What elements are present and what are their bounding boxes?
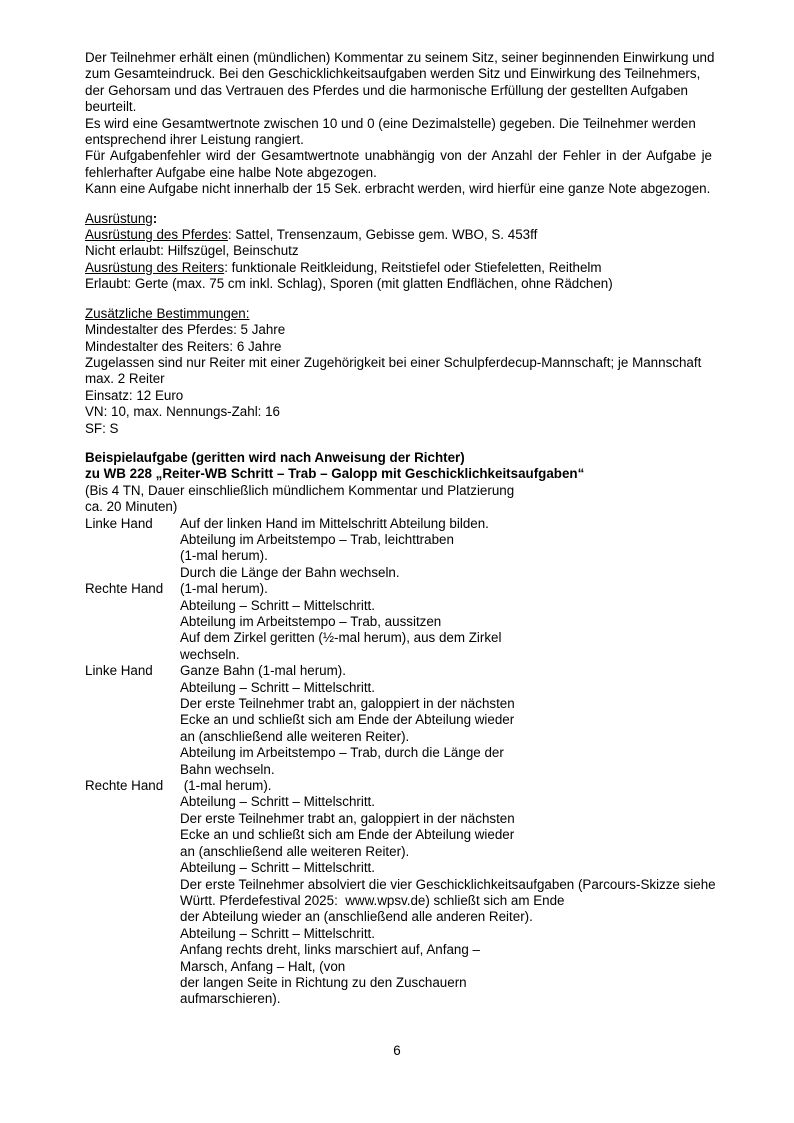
- task-line: Abteilung im Arbeitstempo – Trab, leichttraben: [180, 531, 454, 547]
- task-line: Ganze Bahn (1-mal herum).: [180, 663, 346, 679]
- task-line: Abteilung – Schritt – Mittelschritt.: [180, 679, 375, 695]
- task-line: (1-mal herum).: [180, 778, 272, 794]
- text-line: Erlaubt: Gerte (max. 75 cm inkl. Schlag), Sporen (mit glatten Endflächen, ohne Rädchen): [85, 276, 613, 292]
- additional-rules-heading: Zusätzliche Bestimmungen:: [85, 305, 250, 321]
- task-line: Abteilung – Schritt – Mittelschritt.: [180, 794, 375, 810]
- task-line: (1-mal herum).: [180, 548, 268, 564]
- task-line: aufmarschieren).: [180, 991, 281, 1007]
- equipment-heading: [85, 211, 712, 227]
- task-line: an (anschließend alle weiteren Reiter).: [180, 728, 410, 744]
- text-line: Es wird eine Gesamtwertnote zwischen 10 und 0 (eine Dezimalstelle) gegeben. Die Teilnehmer werden: [85, 115, 696, 131]
- task-line: Marsch, Anfang – Halt, (von: [180, 958, 346, 974]
- task-line: Abteilung – Schritt – Mittelschritt.: [180, 860, 375, 876]
- task-instructions: [180, 581, 780, 663]
- task-line: an (anschließend alle weiteren Reiter).: [180, 843, 410, 859]
- example-task-title: Beispielaufgabe (geritten wird nach Anweisung der Richter): [85, 449, 465, 465]
- task-instructions: [180, 663, 780, 778]
- task-line: Anfang rechts dreht, links marschiert auf, Anfang –: [180, 942, 480, 958]
- task-instructions: [180, 516, 780, 582]
- equipment-heading-text: Ausrüstung: [85, 210, 153, 226]
- equipment-section: [85, 211, 712, 293]
- task-row: [85, 516, 780, 582]
- task-line: Auf der linken Hand im Mittelschritt Abteilung bilden.: [180, 515, 489, 531]
- task-line: Der erste Teilnehmer trabt an, galoppiert in der nächsten: [180, 696, 515, 712]
- hand-label: Rechte Hand: [85, 778, 164, 794]
- text-line: VN: 10, max. Nennungs-Zahl: 16: [85, 404, 281, 420]
- hand-label: Linke Hand: [85, 515, 153, 531]
- task-line: Bahn wechseln.: [180, 761, 275, 777]
- task-line: der Abteilung wieder an (anschließend alle anderen Reiter).: [180, 909, 533, 925]
- example-task-note-line: (Bis 4 TN, Dauer einschließlich mündlichem Kommentar und Platzierung: [85, 482, 515, 498]
- equipment-heading-colon: :: [152, 210, 158, 226]
- text-line: Ausrüstung des Pferdes: Sattel, Trensenzaum, Gebisse gem. WBO, S. 453ff: [85, 227, 538, 243]
- task-line: wechseln.: [180, 646, 240, 662]
- example-task-note-line: ca. 20 Minuten): [85, 499, 178, 515]
- task-row: [85, 581, 780, 663]
- task-line: Der erste Teilnehmer absolviert die vier Geschicklichkeitsaufgaben (Parcours-Skizze siehe: [180, 876, 716, 892]
- task-line: Abteilung im Arbeitstempo – Trab, durch die Länge der: [180, 745, 504, 761]
- hand-label: Linke Hand: [85, 663, 153, 679]
- task-line: Abteilung – Schritt – Mittelschritt.: [180, 925, 375, 941]
- text-line: entsprechend ihrer Leistung rangiert.: [85, 132, 304, 148]
- hand-label: Rechte Hand: [85, 581, 164, 597]
- example-task-subtitle-bold: zu WB 228 „Reiter-WB Schritt – Trab – Galopp mit Geschicklichkeitsaufgaben“: [85, 466, 585, 482]
- text-line: Zugelassen sind nur Reiter mit einer Zugehörigkeit bei einer Schulpferdecup-Mannschaft; je Mannschaft: [85, 354, 702, 370]
- text-line: fehlerhafter Aufgabe eine halbe Note abgezogen.: [85, 164, 377, 180]
- text-line: Für Aufgabenfehler wird der Gesamtwertnote unabhängig von der Anzahl der Fehler in der Aufgabe je: [85, 148, 712, 164]
- text-line: Einsatz: 12 Euro: [85, 387, 184, 403]
- text-line: Nicht erlaubt: Hilfszügel, Beinschutz: [85, 243, 299, 259]
- task-row: [85, 663, 780, 778]
- text-line: Ausrüstung des Reiters: funktionale Reitkleidung, Reitstiefel oder Stiefeletten, Reithelm: [85, 259, 602, 275]
- task-line: Durch die Länge der Bahn wechseln.: [180, 564, 400, 580]
- intro-paragraph: [85, 50, 715, 198]
- example-task-section: [85, 450, 780, 1008]
- text-line: Mindestalter des Pferdes: 5 Jahre: [85, 322, 286, 338]
- text-line: beurteilt.: [85, 99, 137, 115]
- task-line: Abteilung – Schritt – Mittelschritt.: [180, 597, 375, 613]
- task-line: Auf dem Zirkel geritten (½-mal herum), aus dem Zirkel: [180, 630, 502, 646]
- task-line: Ecke an und schließt sich am Ende der Abteilung wieder: [180, 712, 515, 728]
- task-line: Der erste Teilnehmer trabt an, galoppiert in der nächsten: [180, 810, 515, 826]
- text-line: der Gehorsam und das Vertrauen des Pferdes und die harmonische Erfüllung der gestellten Aufgaben: [85, 82, 688, 98]
- text-line: max. 2 Reiter: [85, 371, 165, 387]
- page-footer: [0, 1043, 794, 1059]
- task-line: (1-mal herum).: [180, 581, 268, 597]
- task-row: [85, 778, 780, 1008]
- additional-rules-section: [85, 306, 712, 437]
- page-number: 6: [393, 1043, 401, 1058]
- task-instructions: [180, 778, 780, 1008]
- text-line: zum Gesamteindruck. Bei den Geschicklichkeitsaufgaben werden Sitz und Einwirkung des Teilnehmers,: [85, 66, 701, 82]
- text-line: Mindestalter des Reiters: 6 Jahre: [85, 338, 282, 354]
- task-line: Abteilung im Arbeitstempo – Trab, aussitzen: [180, 614, 442, 629]
- text-line: Kann eine Aufgabe nicht innerhalb der 15 Sek. erbracht werden, wird hierfür eine ganze Note abgezogen.: [85, 181, 711, 197]
- task-line: der langen Seite in Richtung zu den Zuschauern: [180, 974, 467, 990]
- task-line: Württ. Pferdefestival 2025: www.wpsv.de) schließt sich am Ende: [180, 892, 565, 908]
- text-line: SF: S: [85, 420, 119, 436]
- text-line: Der Teilnehmer erhält einen (mündlichen) Kommentar zu seinem Sitz, seiner beginnenden Einwirkung und: [85, 50, 715, 65]
- task-line: Ecke an und schließt sich am Ende der Abteilung wieder: [180, 827, 515, 843]
